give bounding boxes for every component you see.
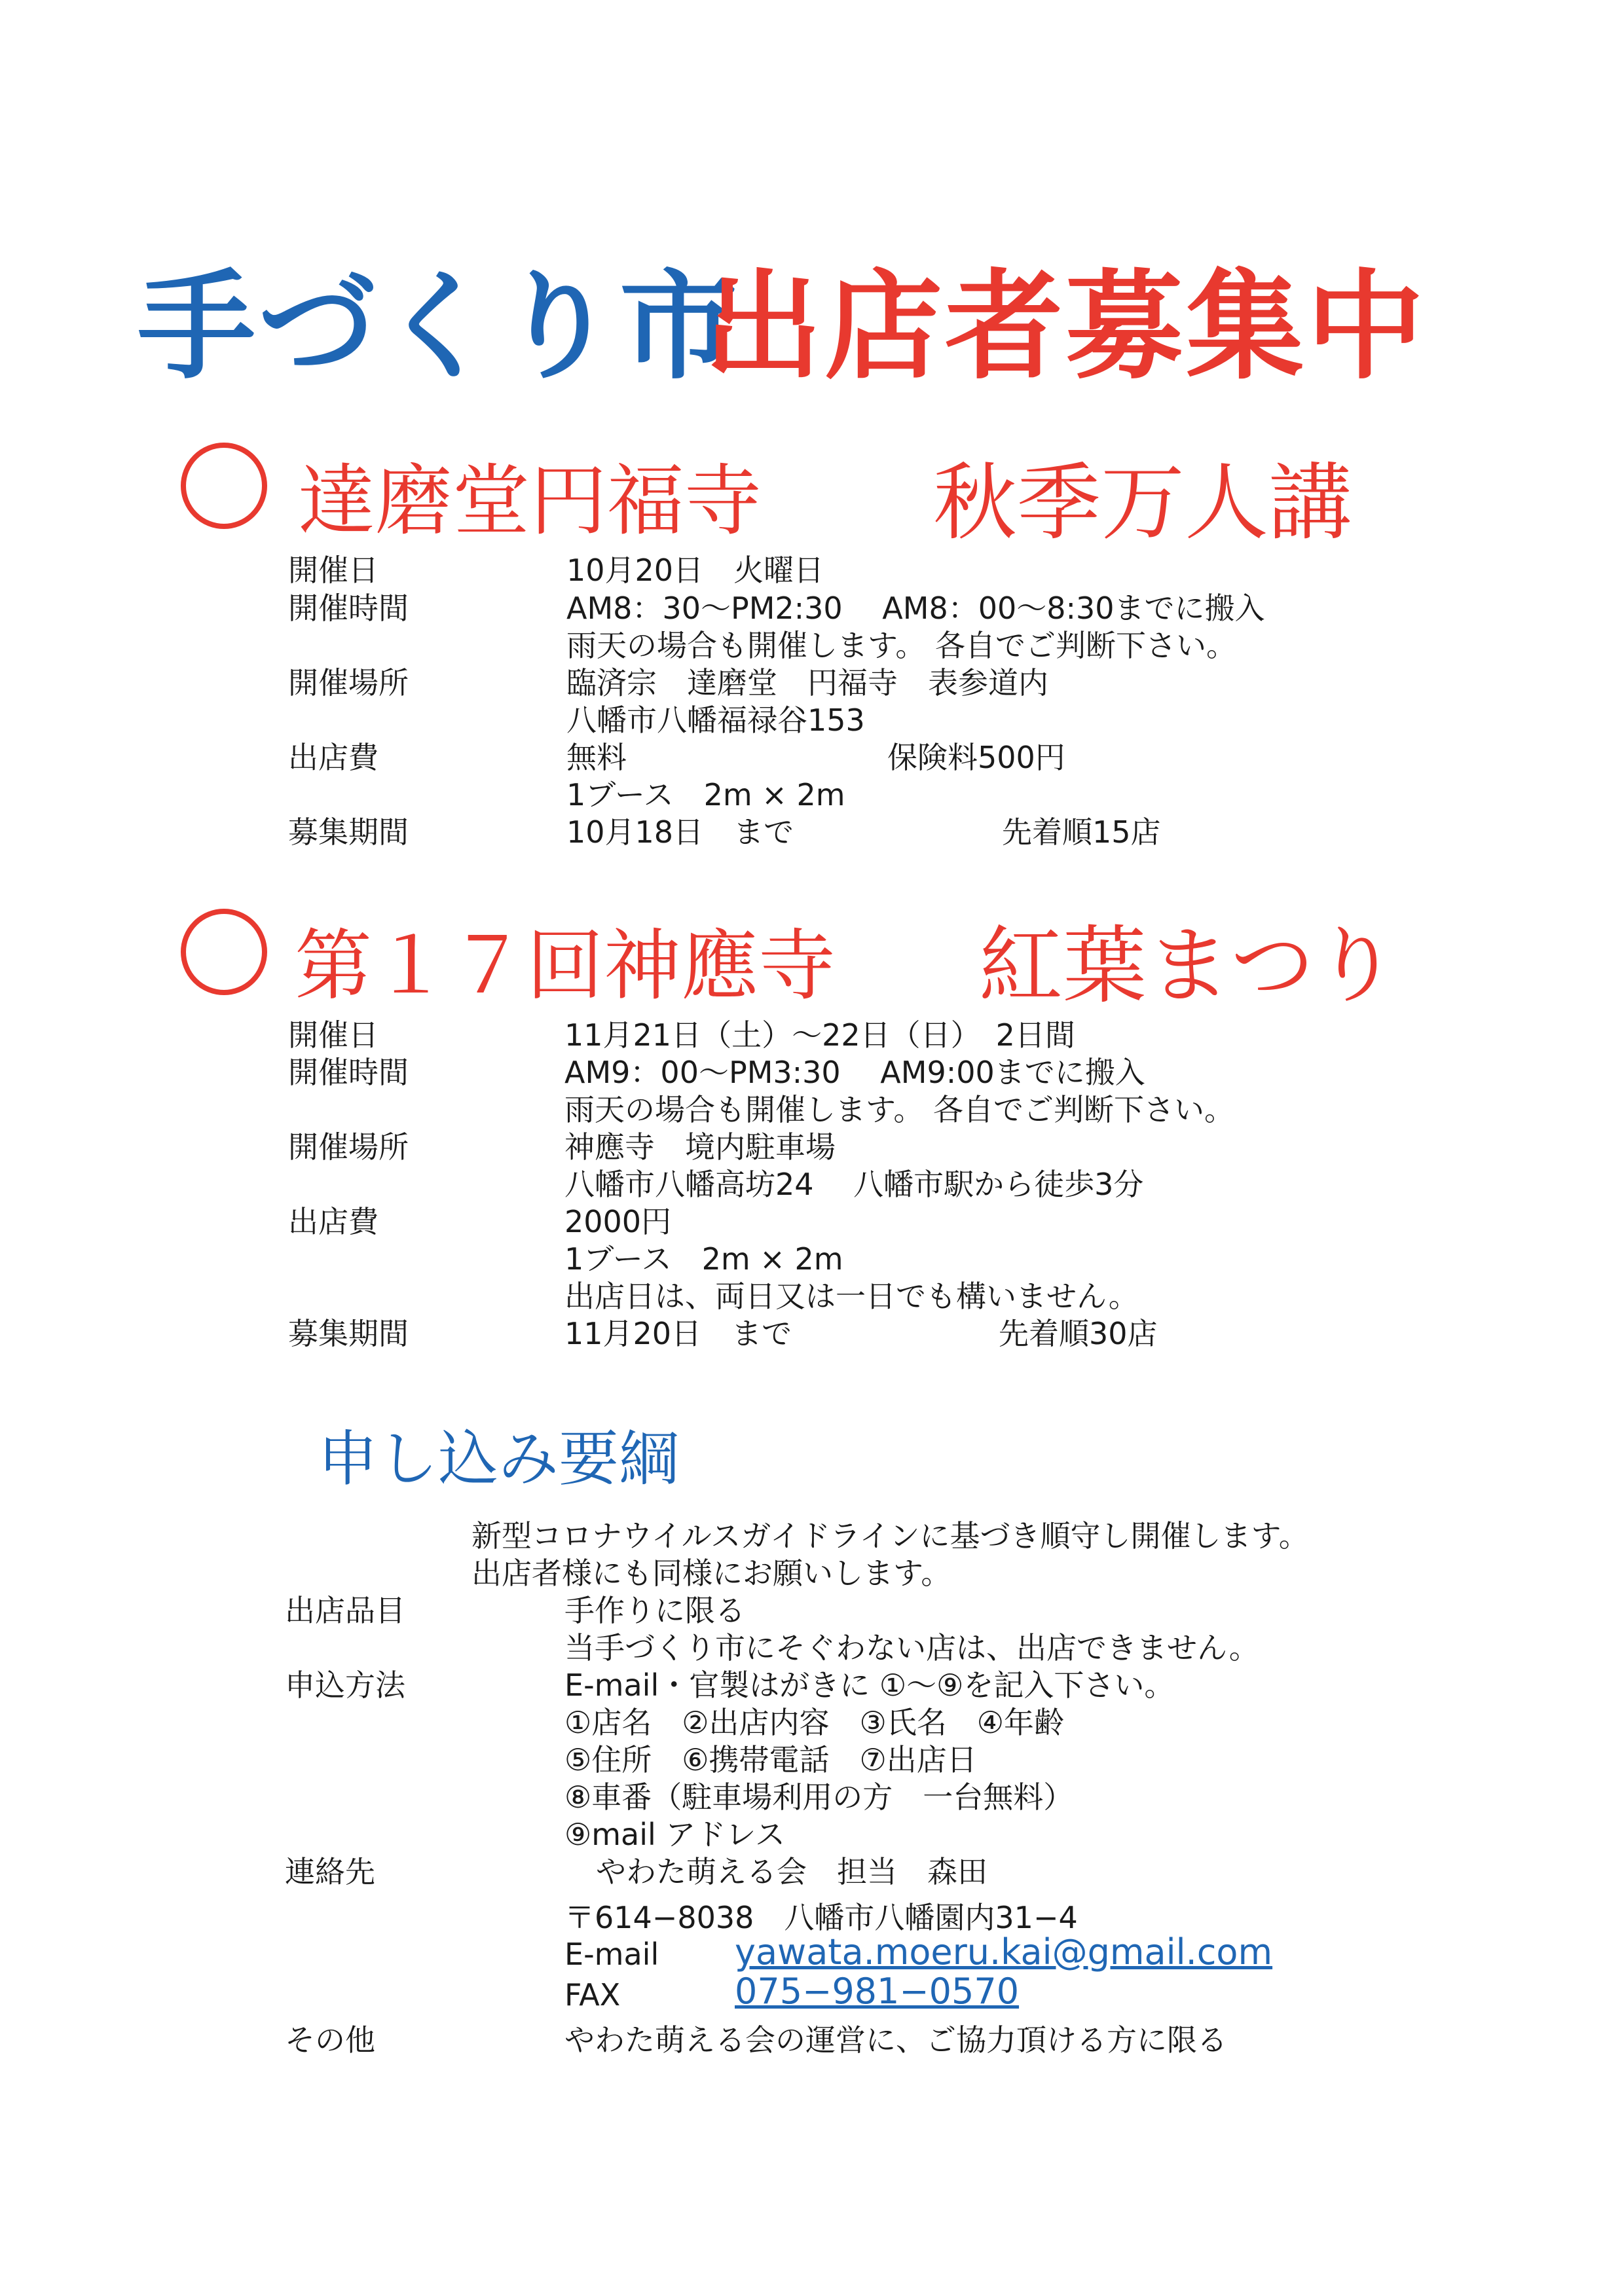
event2-capacity: 先着順30店 [999,1316,1158,1351]
event1-time: AM8：30～PM2:30 AM8：00～8:30までに搬入 [566,591,1265,626]
event2-period: 11月20日 まで [564,1316,792,1351]
items-label: 出店品目 [285,1593,405,1628]
event2-period-label: 募集期間 [288,1316,409,1351]
circle-marker-1 [181,443,267,529]
event1-period-label: 募集期間 [288,814,409,850]
event2-date: 11月21日（土）～22日（日） 2日間 [564,1017,1075,1053]
event1-name: 達磨堂円福寺 [298,456,762,546]
apply-line-1: E-mail・官製はがきに ①～⑨を記入下さい。 [564,1667,1175,1703]
apply-label: 申込方法 [285,1667,405,1703]
guidelines-intro-2: 出店者様にも同様にお願いします。 [471,1556,951,1591]
event2-booth: 1ブース 2m × 2m [564,1241,843,1277]
fax-number[interactable]: 075−981−0570 [735,1971,1020,2012]
event2-date-label: 開催日 [288,1017,378,1053]
event2-time-label: 開催時間 [288,1055,409,1090]
email-label: E-mail [564,1937,659,1972]
event1-time-label: 開催時間 [288,591,409,626]
event2-place-label: 開催場所 [288,1129,409,1165]
event2-subtitle: 紅葉まつり [979,917,1399,1015]
event2-name: 第１７回神應寺 [295,920,836,1011]
apply-line-2: ①店名 ②出店内容 ③氏名 ④年齢 [564,1705,1064,1740]
guidelines-title: 申し込み要綱 [318,1424,680,1494]
apply-line-5: ⑨mail アドレス [564,1817,786,1852]
apply-line-4: ⑧車番（駐車場利用の方 一台無料） [564,1779,1074,1815]
other-label: その他 [285,2022,375,2058]
event2-place: 神應寺 境内駐車場 [564,1129,836,1165]
event1-booth: 1ブース 2m × 2m [566,777,845,812]
event1-place: 臨済宗 達磨堂 円福寺 表参道内 [566,665,1048,701]
event2-address: 八幡市八幡高坊24 八幡市駅から徒歩3分 [564,1167,1144,1202]
contact-org: やわた萌える会 担当 森田 [596,1854,987,1889]
contact-postal: 〒614−8038 八幡市八幡園内31−4 [564,1900,1078,1935]
event2-days-note: 出店日は、両日又は一日でも構いません。 [564,1279,1139,1314]
event2-fee: 2000円 [564,1204,672,1239]
items-line-2: 当手づくり市にそぐわない店は、出店できません。 [564,1630,1259,1666]
items-line-1: 手作りに限る [564,1593,745,1628]
guidelines-intro-1: 新型コロナウイルスガイドラインに基づき順守し開催します。 [471,1518,1309,1554]
fax-label: FAX [564,1977,621,2013]
event1-period: 10月18日 まで [566,814,794,850]
event1-date: 10月20日 火曜日 [566,553,824,588]
event1-subtitle: 秋季万人講 [933,454,1353,552]
title-recruiting: 出店者募集中 [704,259,1428,395]
event1-insurance: 保険料500円 [887,740,1065,775]
email-link[interactable]: yawata.moeru.kai@gmail.com [735,1931,1273,1973]
other-note: やわた萌える会の運営に、ご協力頂ける方に限る [564,2022,1227,2058]
circle-marker-2 [181,909,267,995]
event1-place-label: 開催場所 [288,665,409,701]
event1-address: 八幡市八幡福禄谷153 [566,702,865,738]
event1-fee-label: 出店費 [288,740,378,775]
apply-line-3: ⑤住所 ⑥携帯電話 ⑦出店日 [564,1742,977,1777]
contact-label: 連絡先 [285,1854,375,1889]
event2-time: AM9：00～PM3:30 AM9:00までに搬入 [564,1055,1145,1090]
event1-date-label: 開催日 [288,553,378,588]
event1-capacity: 先着順15店 [1002,814,1161,850]
event2-rain-note: 雨天の場合も開催します。 各自でご判断下さい。 [564,1092,1234,1127]
event1-rain-note: 雨天の場合も開催します。 各自でご判断下さい。 [566,628,1236,663]
title-main: 手づくり市 [138,259,741,395]
event2-fee-label: 出店費 [288,1204,378,1239]
event1-fee: 無料 [566,740,627,775]
